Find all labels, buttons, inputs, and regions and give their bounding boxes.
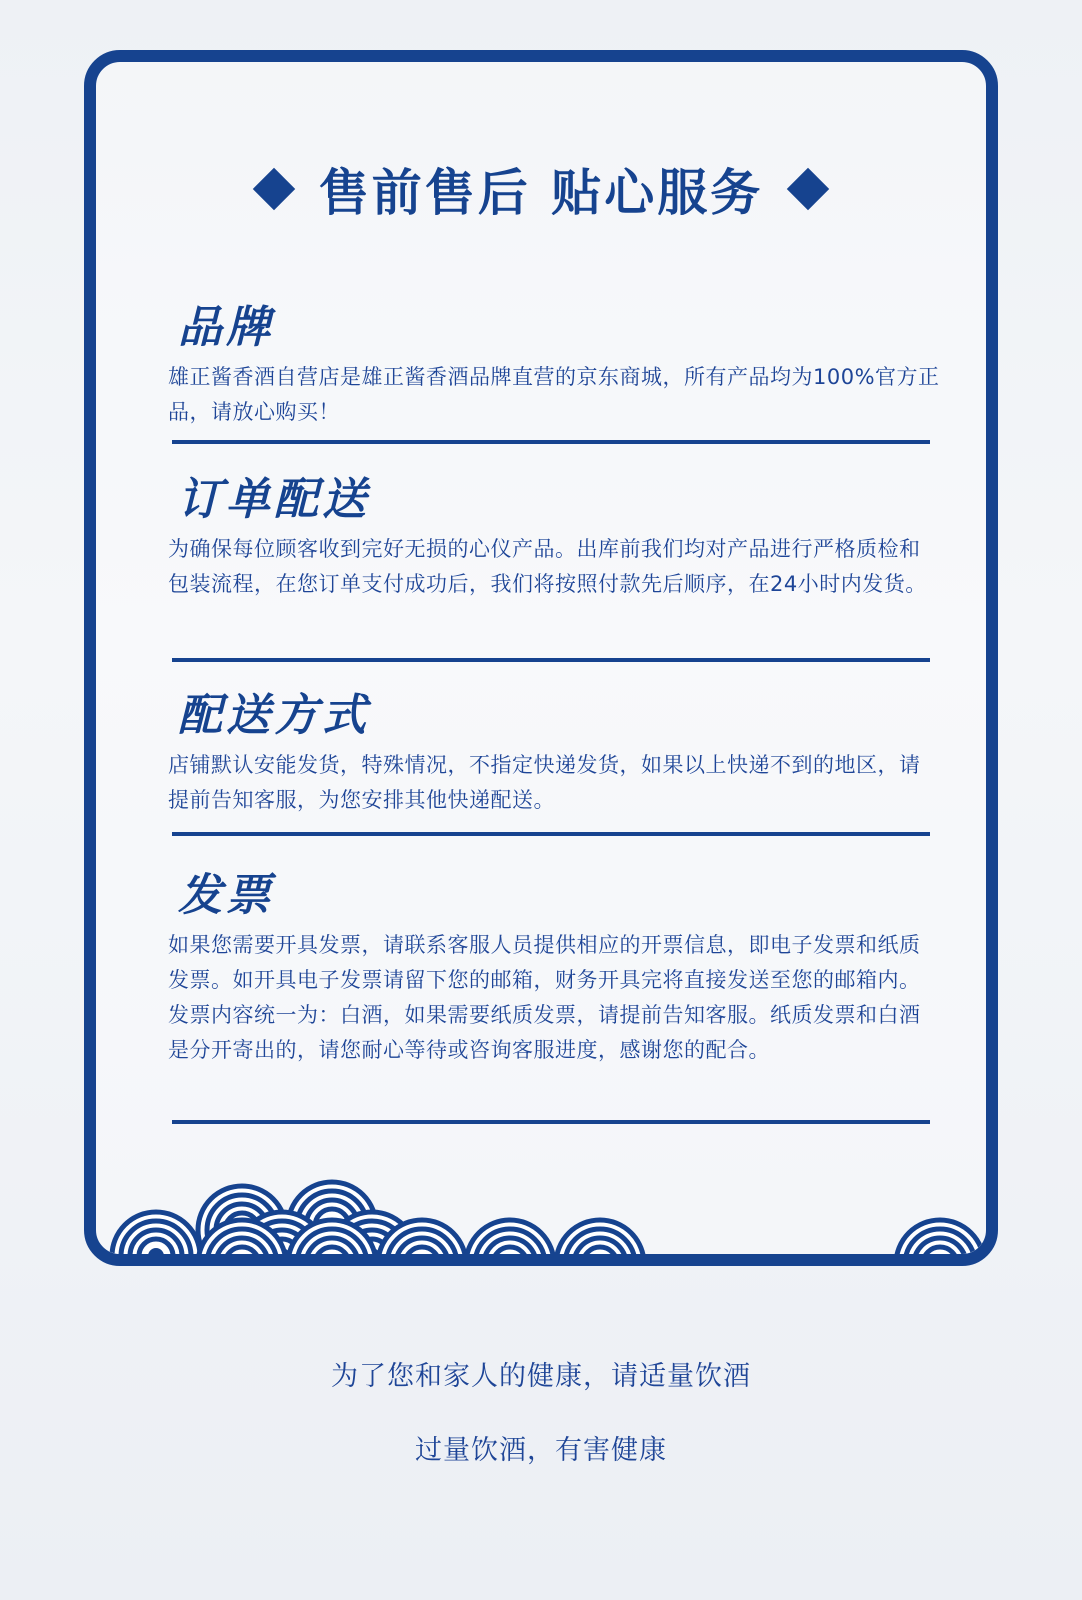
section-delivery-method xyxy=(168,688,940,818)
page-title: 售前售后 贴心服务 xyxy=(318,163,764,222)
diamond-right-icon xyxy=(787,168,829,210)
section-body: 店铺默认安能发货，特殊情况，不指定快递发货，如果以上快递不到的地区，请提前告知客服，为您安排其他快递配送。 xyxy=(168,753,921,812)
section-order-delivery xyxy=(168,472,940,602)
section-brand xyxy=(168,300,940,430)
divider xyxy=(172,440,930,444)
service-card xyxy=(84,50,998,1266)
section-invoice xyxy=(168,868,940,1068)
section-heading: 订单配送 xyxy=(178,474,370,525)
section-body: 雄正酱香酒自营店是雄正酱香酒品牌直营的京东商城，所有产品均为100%官方正品，请放心购买！ xyxy=(168,365,940,424)
section-heading: 发票 xyxy=(178,870,274,921)
footer-line-1: 为了您和家人的健康，请适量饮酒 xyxy=(331,1361,751,1392)
footer-line-2: 过量饮酒，有害健康 xyxy=(415,1435,667,1466)
section-body: 为确保每位顾客收到完好无损的心仪产品。出库前我们均对产品进行严格质检和包装流程，在您订单支付成功后，我们将按照付款先后顺序，在24小时内发货。 xyxy=(168,537,927,596)
divider xyxy=(172,1120,930,1124)
title-row xyxy=(96,154,986,224)
diamond-left-icon xyxy=(253,168,295,210)
section-heading: 品牌 xyxy=(178,302,274,353)
section-heading: 配送方式 xyxy=(178,690,370,741)
divider xyxy=(172,832,930,836)
divider xyxy=(172,658,930,662)
wave-pattern-icon xyxy=(96,1164,986,1254)
section-body: 如果您需要开具发票，请联系客服人员提供相应的开票信息，即电子发票和纸质发票。如开具电子发票请留下您的邮箱，财务开具完将直接发送至您的邮箱内。发票内容统一为：白酒，如果需要纸质发票，请提前告知客服。纸质发票和白酒是分开寄出的，请您耐心等待或咨询客服进度，感谢您的配合。 xyxy=(168,933,921,1062)
